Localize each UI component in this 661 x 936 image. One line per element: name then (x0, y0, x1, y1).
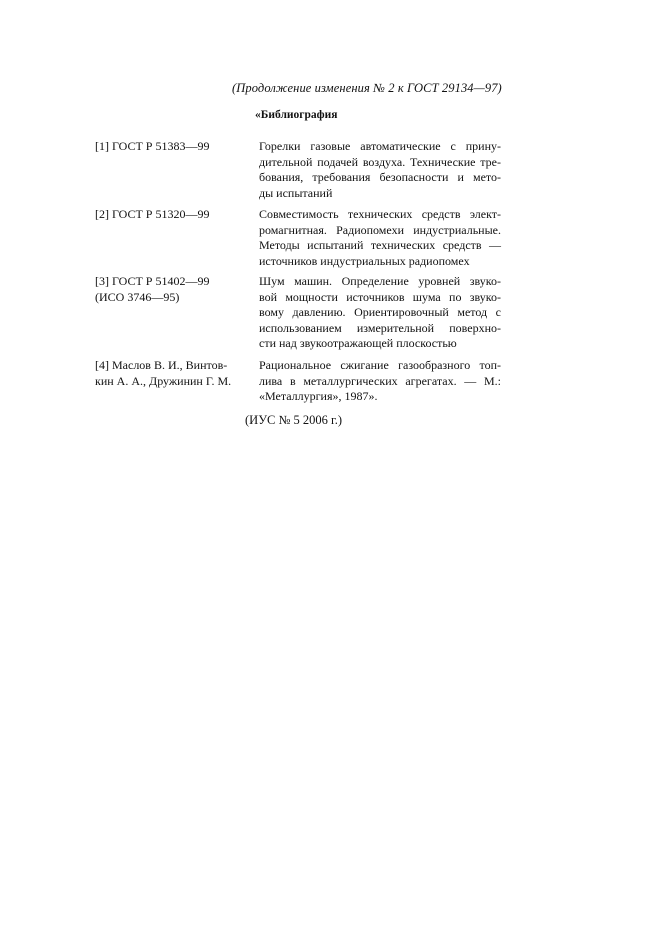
reference-designation (95, 358, 245, 389)
reference-designation (95, 139, 245, 155)
reference-title (259, 358, 501, 405)
reference-title (259, 274, 501, 352)
reference-title-line: Методы испытаний технических средств — (259, 238, 501, 252)
ius-footer-note: (ИУС № 5 2006 г.) (245, 413, 343, 427)
reference-title (259, 139, 501, 201)
reference-designation (95, 274, 245, 305)
reference-title-line: источников индустриальных радиопомех (259, 253, 470, 268)
reference-title-line: лива в металлургических агрегатах. — М.: (259, 373, 501, 388)
reference-designation-line: [3] ГОСТ Р 51402—99 (95, 274, 210, 288)
reference-title-line: Горелки газовые автоматические с прину- (259, 139, 501, 153)
reference-title-line: «Металлургия», 1987». (259, 389, 378, 403)
reference-title-line: ромагнитная. Радиопомехи индустриальные. (259, 222, 501, 237)
reference-title-line: сти над звукоотражающей плоскостью (259, 336, 457, 350)
reference-title-line: Шум машин. Определение уровней звуко- (259, 274, 501, 288)
reference-title-line: Рациональное сжигание газообразного топ- (259, 358, 501, 372)
reference-title (259, 207, 501, 269)
reference-title-line: вому давлению. Ориентировочный метод с (259, 305, 501, 319)
continuation-header: (Продолжение изменения № 2 к ГОСТ 29134—97) (232, 81, 502, 95)
reference-designation-line: кин А. А., Дружинин Г. М. (95, 373, 232, 388)
reference-title-line: дительной подачей воздуха. Технические тре- (259, 154, 501, 169)
bibliography-title: «Библиография (255, 109, 338, 121)
reference-designation-line: [1] ГОСТ Р 51383—99 (95, 139, 210, 153)
reference-designation-line: [4] Маслов В. И., Винтов- (95, 358, 228, 372)
reference-title-line: ды испытаний (259, 185, 333, 200)
reference-designation-line: (ИСО 3746—95) (95, 289, 180, 304)
reference-title-line: Совместимость технических средств элект- (259, 207, 501, 221)
reference-title-line: использованием измерительной поверхно- (259, 320, 501, 335)
reference-designation-line: [2] ГОСТ Р 51320—99 (95, 207, 210, 221)
reference-title-line: вой мощности источников шума по звуко- (259, 289, 501, 304)
reference-designation (95, 207, 245, 223)
reference-title-line: бования, требования безопасности и мето- (259, 170, 501, 184)
